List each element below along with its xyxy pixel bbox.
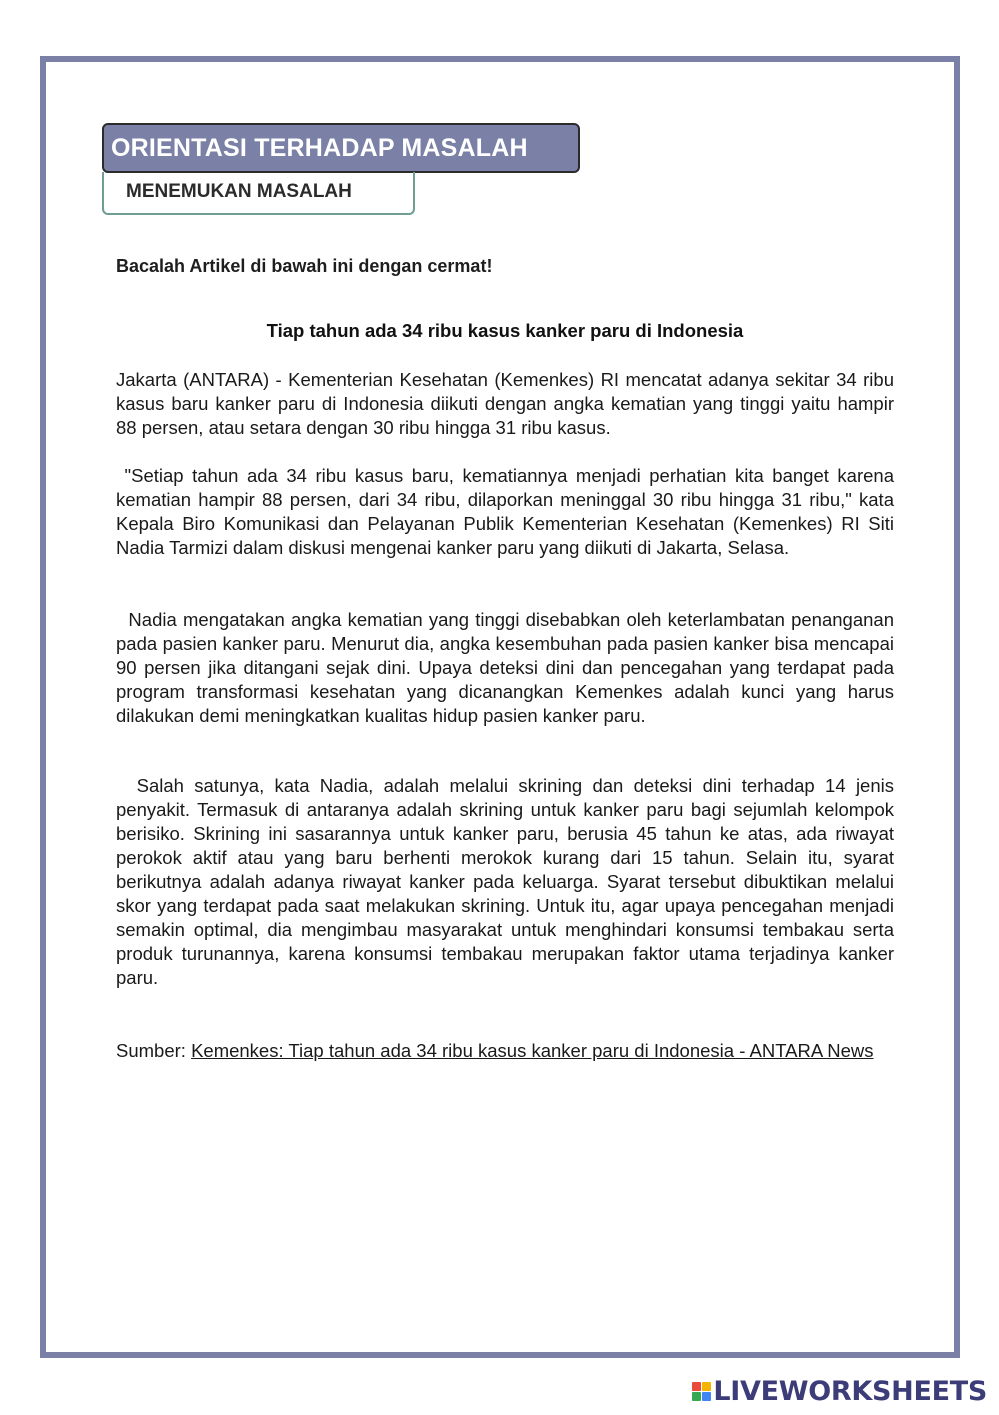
article-title: Tiap tahun ada 34 ribu kasus kanker paru di Indonesia [266, 320, 744, 341]
section-subtitle: MENEMUKAN MASALAH [102, 172, 415, 215]
article-paragraph-4: Salah satunya, kata Nadia, adalah melalui skrining dan deteksi dini terhadap 14 jenis penyakit. Termasuk di antaranya adalah skrining untuk kanker paru bagi sejumlah kelompok berisiko. Skrining ini sasarannya untuk kanker paru, berusia 45 tahun ke atas, ada riwayat perokok aktif atau yang baru berhenti merokok kurang dari 15 tahun. Selain itu, syarat berikutnya adalah adanya riwayat kanker pada keluarga. Syarat tersebut dibuktikan melalui skor yang terdapat pada saat melakukan skrining. Untuk itu, agar upaya pencegahan menjadi semakin optimal, dia mengimbau masyarakat untuk menghindari konsumsi tembakau serta produk turunannya, karena konsumsi tembakau merupakan faktor utama terjadinya kanker paru. [116, 775, 894, 988]
source-label: Sumber: [116, 1040, 192, 1061]
instruction-text: Bacalah Artikel di bawah ini dengan cermat! [116, 256, 493, 276]
article-paragraph-3: Nadia mengatakan angka kematian yang tinggi disebabkan oleh keterlambatan penanganan pada pasien kanker paru. Menurut dia, angka kesembuhan pada pasien kanker bisa mencapai 90 persen jika ditangani sejak dini. Upaya deteksi dini dan pencegahan yang terdapat pada program transformasi kesehatan yang dicanangkan Kemenkes adalah kunci yang harus dilakukan demi meningkatkan kualitas hidup pasien kanker paru. [116, 609, 894, 726]
source-link[interactable]: Kemenkes: Tiap tahun ada 34 ribu kasus kanker paru di Indonesia - ANTARA News [191, 1040, 874, 1061]
section-title: ORIENTASI TERHADAP MASALAH [102, 123, 580, 173]
liveworksheets-logo [692, 1376, 987, 1407]
article-source [116, 1039, 894, 1063]
logo-text: LIVEWORKSHEETS [713, 1376, 987, 1407]
article-paragraph-2: "Setiap tahun ada 34 ribu kasus baru, kematiannya menjadi perhatian kita banget karena kematian hampir 88 persen, dari 34 ribu, dilaporkan meninggal 30 ribu hingga 31 ribu," kata Kepala Biro Komunikasi dan Pelayanan Publik Kementerian Kesehatan (Kemenkes) RI Siti Nadia Tarmizi dalam diskusi mengenai kanker paru yang diikuti di Jakarta, Selasa. [116, 465, 894, 558]
article-paragraph-1: Jakarta (ANTARA) - Kementerian Kesehatan (Kemenkes) RI mencatat adanya sekitar 34 ribu kasus baru kanker paru di Indonesia diikuti dengan angka kematian yang tinggi yaitu hampir 88 persen, atau setara dengan 30 ribu hingga 31 ribu kasus. [116, 369, 894, 438]
logo-mark-icon [692, 1382, 711, 1401]
